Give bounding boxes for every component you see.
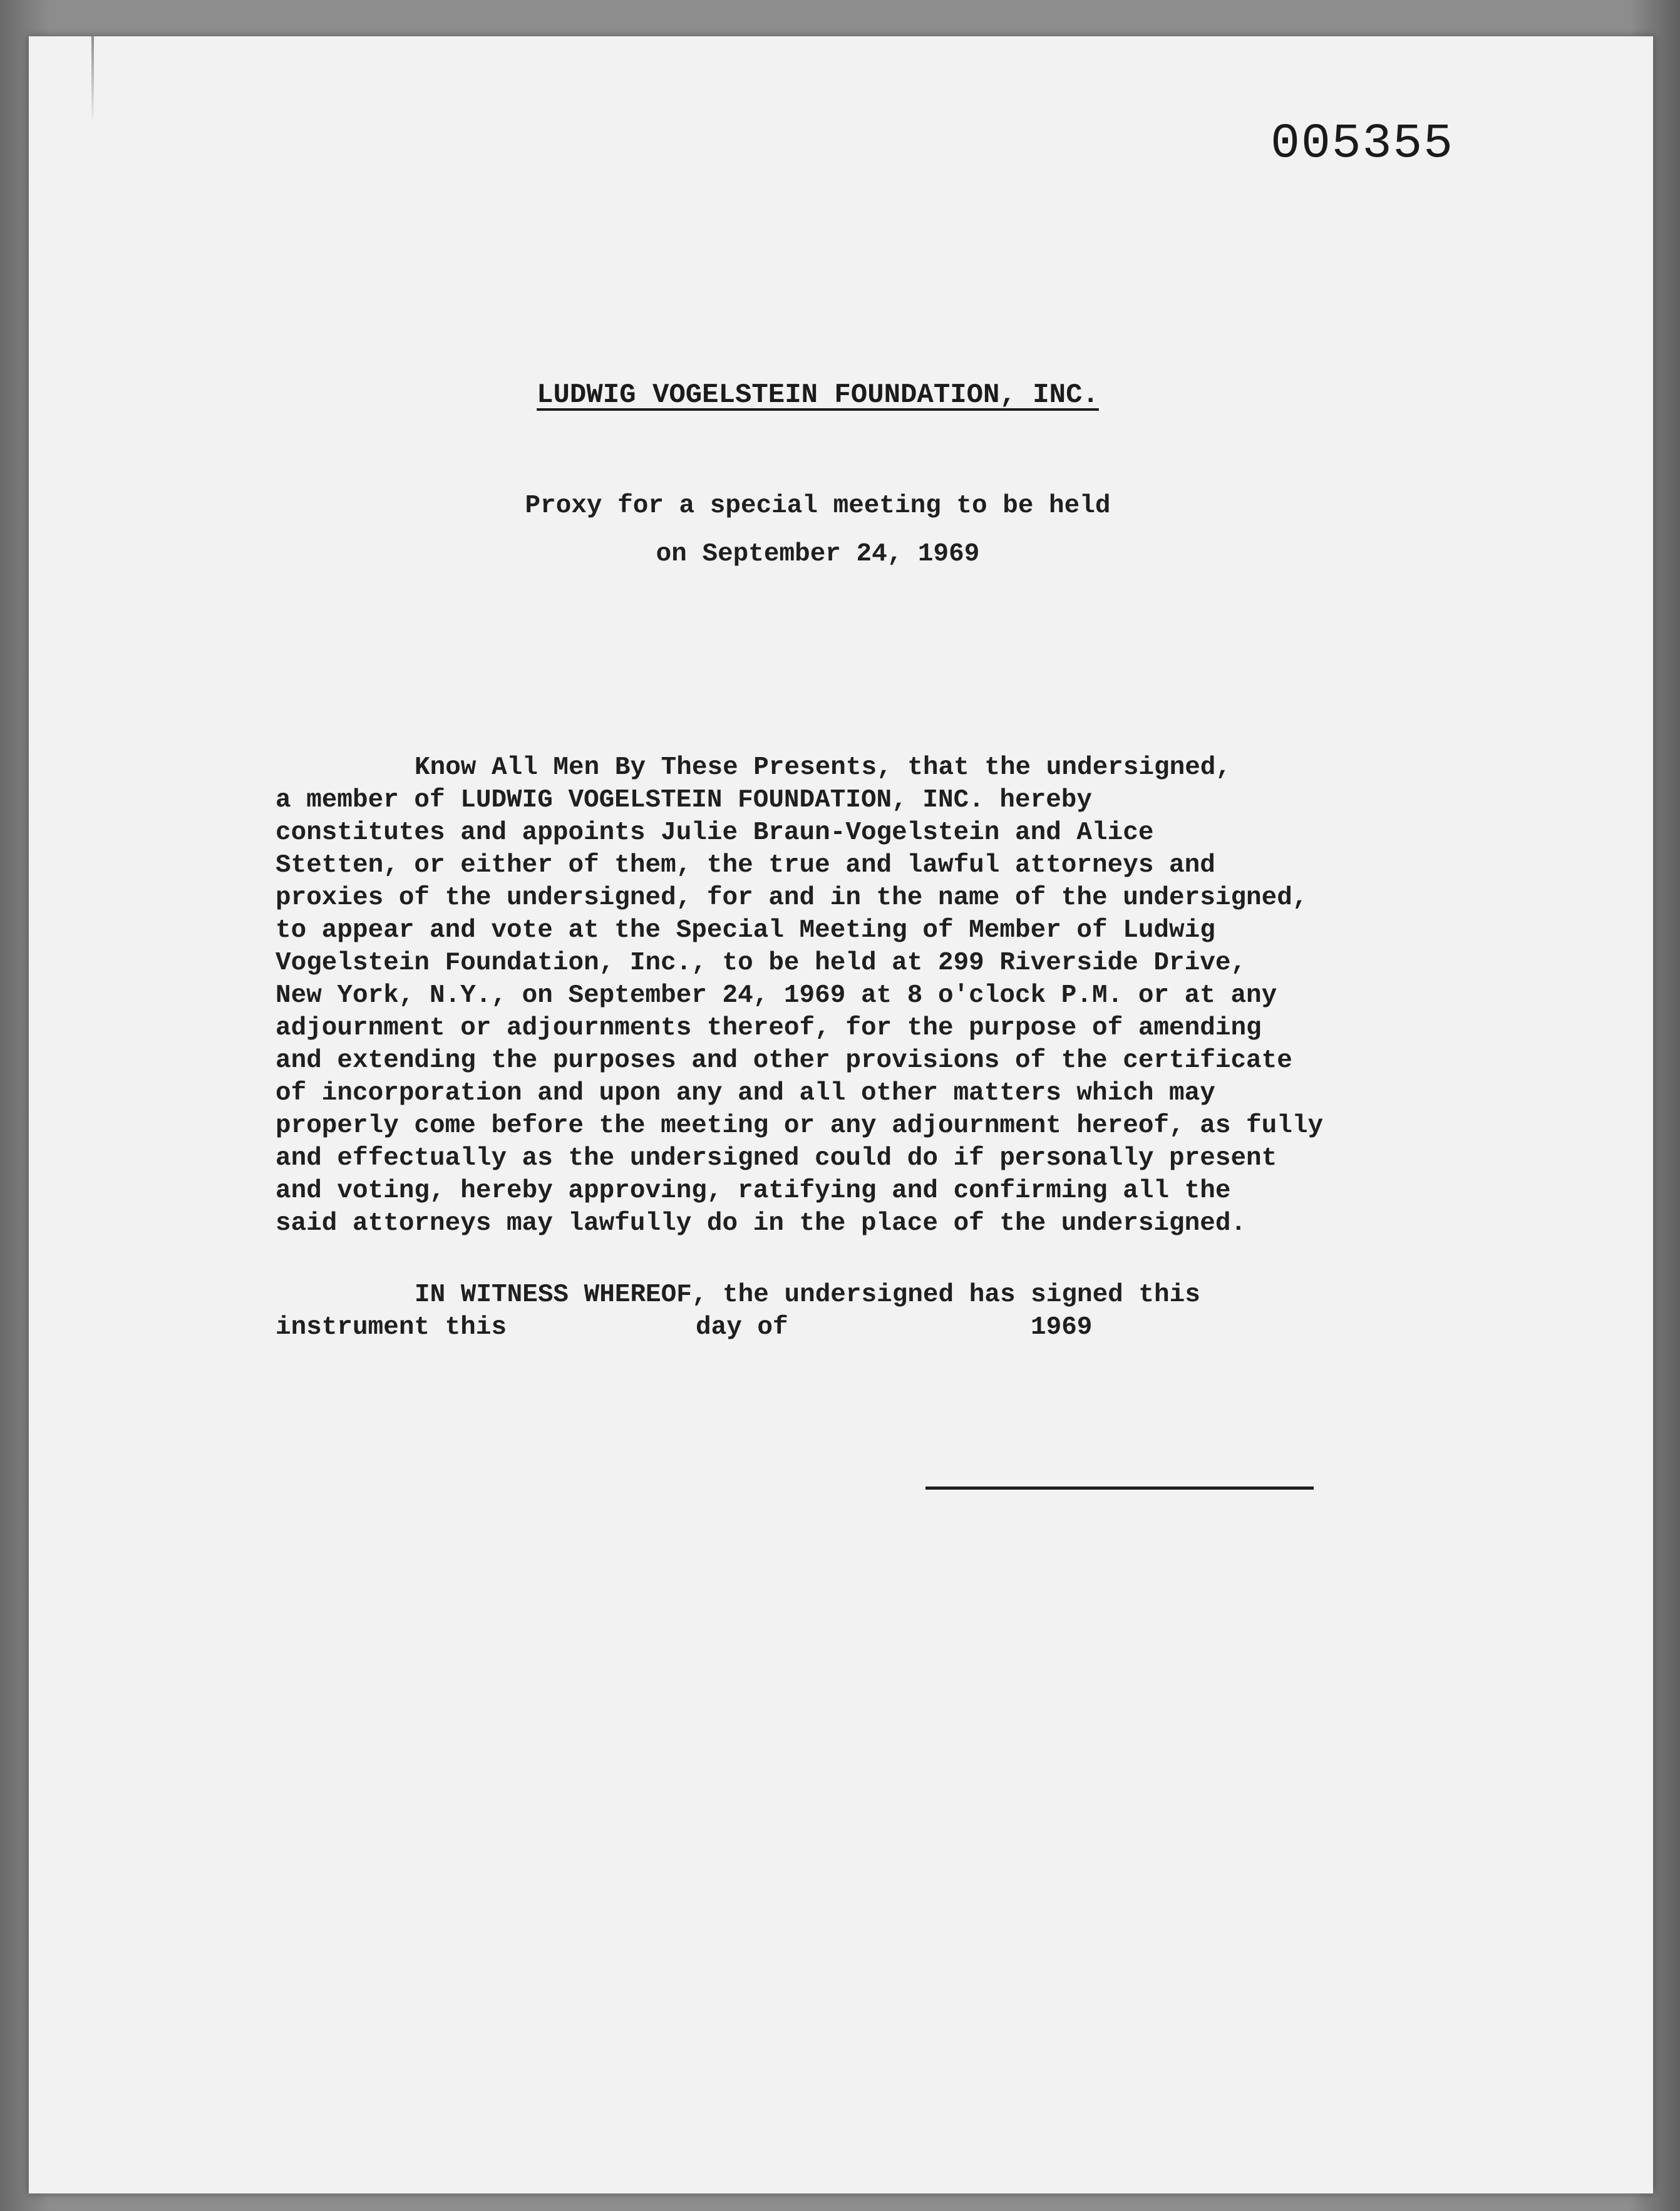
body-line: adjournment or adjournments thereof, for the purpose of amending — [276, 1014, 1262, 1043]
body-line: to appear and vote at the Special Meeting of Member of Ludwig — [276, 916, 1215, 945]
body-line: constitutes and appoints Julie Braun-Vogelstein and Alice — [276, 818, 1154, 847]
body-line: New York, N.Y., on September 24, 1969 at 8 o'clock P.M. or at any — [276, 981, 1277, 1010]
document-page — [29, 36, 1653, 2193]
body-line: Vogelstein Foundation, Inc., to be held at 299 Riverside Drive, — [276, 949, 1247, 977]
document-title: LUDWIG VOGELSTEIN FOUNDATION, INC. — [537, 379, 1099, 411]
body-line: said attorneys may lawfully do in the place of the undersigned. — [276, 1209, 1247, 1238]
body-line: Know All Men By These Presents, that the undersigned, — [415, 753, 1232, 782]
document-number: 005355 — [1270, 116, 1454, 172]
signature-line — [925, 1487, 1314, 1490]
body-line: properly come before the meeting or any adjournment hereof, as fully — [276, 1111, 1324, 1140]
body-line: of incorporation and upon any and all other matters which may — [276, 1079, 1215, 1108]
subtitle-line-2: on September 24, 1969 — [656, 540, 980, 569]
body-line: and extending the purposes and other provisions of the certificate — [276, 1046, 1292, 1075]
body-line: and voting, hereby approving, ratifying and confirming all the — [276, 1177, 1231, 1205]
body-line: and effectually as the undersigned could do if personally present — [276, 1144, 1277, 1173]
body-line: Stetten, or either of them, the true and lawful attorneys and — [276, 851, 1215, 880]
instrument-label: instrument this — [276, 1313, 507, 1342]
body-line: a member of LUDWIG VOGELSTEIN FOUNDATION, INC. hereby — [276, 786, 1093, 815]
subtitle-line-1: Proxy for a special meeting to be held — [525, 492, 1111, 520]
paper-crease — [91, 36, 94, 124]
body-line: proxies of the undersigned, for and in the name of the undersigned, — [276, 884, 1308, 912]
day-of-label: day of — [696, 1313, 788, 1342]
signing-year: 1969 — [1031, 1313, 1093, 1342]
witness-line: IN WITNESS WHEREOF, the undersigned has signed this — [415, 1281, 1200, 1309]
